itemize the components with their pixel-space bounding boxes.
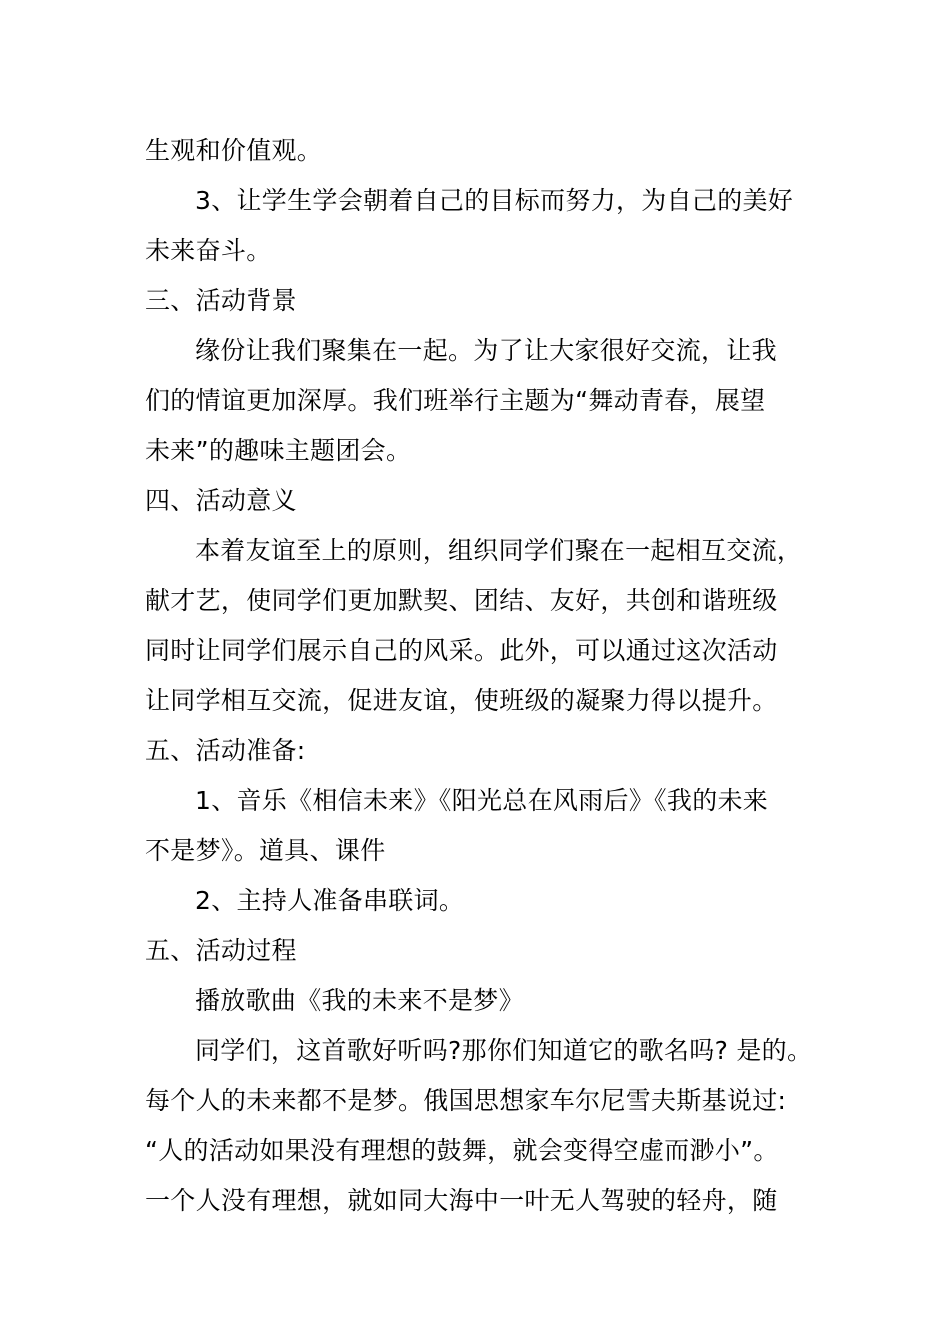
text-line: 1、音乐《相信未来》《阳光总在风雨后》《我的未来 [195, 786, 769, 815]
text-line: 献才艺，使同学们更加默契、团结、友好，共创和谐班级 [145, 586, 778, 615]
text-line: 一个人没有理想，就如同大海中一叶无人驾驶的轻舟，随 [145, 1186, 778, 1215]
text-line: 让同学相互交流，促进友谊，使班级的凝聚力得以提升。 [145, 686, 778, 715]
text-line: 每个人的未来都不是梦。俄国思想家车尔尼雪夫斯基说过: [145, 1086, 787, 1115]
section-heading: 五、活动准备: [145, 736, 306, 765]
text-line: 未来奋斗。 [145, 236, 272, 265]
text-line: 播放歌曲《我的未来不是梦》 [195, 986, 524, 1015]
text-line: 们的情谊更加深厚。我们班举行主题为“舞动青春，展望 [145, 386, 766, 415]
text-line: 不是梦》。道具、课件 [145, 836, 386, 865]
text-line: 生观和价值观。 [145, 136, 323, 165]
text-line: 缘份让我们聚集在一起。为了让大家很好交流，让我 [195, 336, 777, 365]
section-heading: 三、活动背景 [145, 286, 297, 315]
text-line: 同学们，这首歌好听吗?那你们知道它的歌名吗? 是的。 [195, 1036, 813, 1065]
text-line: 2、主持人准备串联词。 [195, 886, 465, 915]
section-heading: 五、活动过程 [145, 936, 297, 965]
text-line: “人的活动如果没有理想的鼓舞，就会变得空虚而渺小”。 [145, 1136, 779, 1165]
text-line: 同时让同学们展示自己的风采。此外，可以通过这次活动 [145, 636, 778, 665]
section-heading: 四、活动意义 [145, 486, 297, 515]
text-line: 3、让学生学会朝着自己的目标而努力，为自己的美好 [195, 186, 794, 215]
text-line: 未来”的趣味主题团会。 [145, 436, 412, 465]
text-line: 本着友谊至上的原则，组织同学们聚在一起相互交流， [195, 536, 803, 565]
